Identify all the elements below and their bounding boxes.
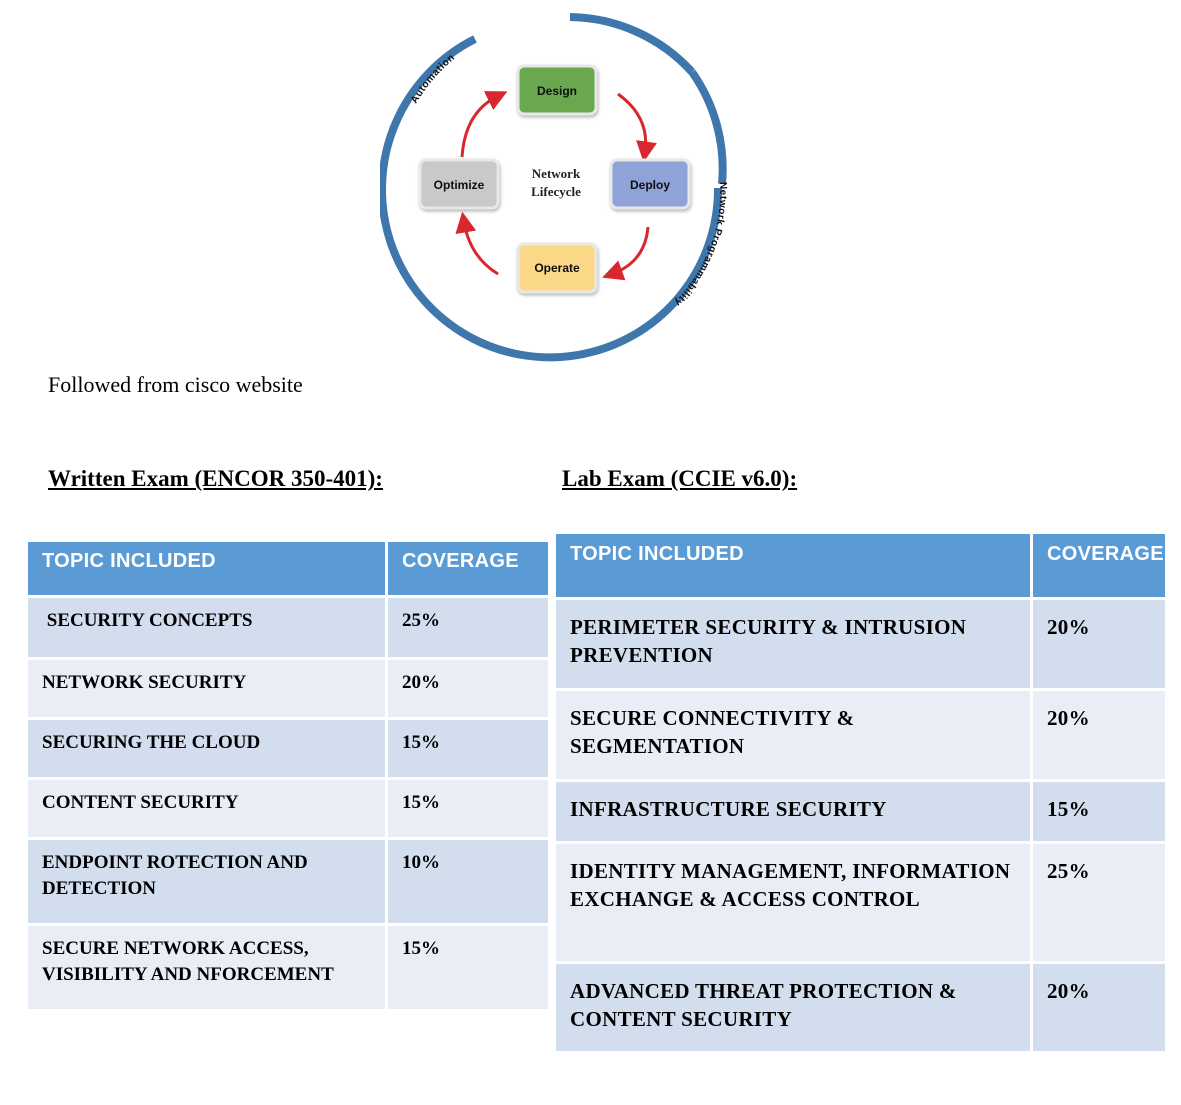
lab-exam-heading: Lab Exam (CCIE v6.0):: [562, 466, 798, 491]
coverage-cell: 15%: [1032, 781, 1167, 843]
coverage-cell: 10%: [387, 839, 550, 925]
table-row: [555, 843, 1167, 963]
topic-column-header: TOPIC INCLUDED: [555, 533, 1032, 599]
coverage-cell: 25%: [1032, 843, 1167, 963]
optimize-stage: [420, 160, 498, 208]
written-exam-heading: Written Exam (ENCOR 350-401):: [48, 466, 383, 491]
topic-cell: ADVANCED THREAT PROTECTION & CONTENT SECURITY: [555, 963, 1032, 1053]
table-header-row: [555, 533, 1167, 599]
coverage-cell: 20%: [1032, 599, 1167, 690]
table-header-row: [27, 541, 550, 597]
topic-column-header: TOPIC INCLUDED: [27, 541, 387, 597]
operate-label: Operate: [534, 261, 580, 275]
coverage-cell: 25%: [387, 597, 550, 659]
topic-cell: INFRASTRUCTURE SECURITY: [555, 781, 1032, 843]
lab-exam-table: [553, 531, 1168, 1054]
arrow-operate-to-optimize: [464, 222, 498, 274]
topic-cell: PERIMETER SECURITY & INTRUSION PREVENTION: [555, 599, 1032, 690]
arrow-design-to-deploy: [618, 94, 646, 152]
deploy-label: Deploy: [629, 178, 671, 192]
lifecycle-ring-right: [692, 72, 723, 184]
coverage-column-header: COVERAGE: [387, 541, 550, 597]
automation-ring-label: Automation: [409, 52, 458, 106]
topic-cell: SECURING THE CLOUD: [27, 719, 387, 779]
coverage-cell: 15%: [387, 925, 550, 1011]
table-row: [27, 925, 550, 1011]
table-row: [555, 690, 1167, 781]
source-caption: Followed from cisco website: [48, 372, 303, 397]
table-row: [555, 781, 1167, 843]
coverage-cell: 20%: [1032, 690, 1167, 781]
coverage-column-header: COVERAGE: [1032, 533, 1167, 599]
table-row: [27, 779, 550, 839]
optimize-label: Optimize: [433, 178, 485, 192]
table-row: [555, 599, 1167, 690]
topic-cell: CONTENT SECURITY: [27, 779, 387, 839]
table-row: [555, 963, 1167, 1053]
center-label-line-1: Network: [531, 166, 581, 181]
topic-cell: IDENTITY MANAGEMENT, INFORMATION EXCHANGE & ACCESS CONTROL: [555, 843, 1032, 963]
operate-stage: [518, 244, 596, 292]
table-row: [27, 719, 550, 779]
arrow-optimize-to-design: [462, 96, 498, 157]
arrow-deploy-to-operate: [612, 227, 648, 274]
center-label-line-2: Lifecycle: [531, 184, 581, 199]
design-label: Design: [536, 84, 578, 98]
table-row: [27, 597, 550, 659]
table-row: [27, 839, 550, 925]
topic-cell: SECURE NETWORK ACCESS, VISIBILITY AND NFORCEMENT: [27, 925, 387, 1011]
topic-cell: SECURE CONNECTIVITY & SEGMENTATION: [555, 690, 1032, 781]
coverage-cell: 15%: [387, 779, 550, 839]
written-exam-table: [25, 539, 551, 1012]
topic-cell: SECURITY CONCEPTS: [27, 597, 387, 659]
coverage-cell: 20%: [1032, 963, 1167, 1053]
coverage-cell: 20%: [387, 659, 550, 719]
table-row: [27, 659, 550, 719]
deploy-stage: [611, 160, 689, 208]
topic-cell: NETWORK SECURITY: [27, 659, 387, 719]
design-stage: [518, 66, 596, 114]
programmability-ring-label: Network Programmability: [671, 181, 729, 309]
coverage-cell: 15%: [387, 719, 550, 779]
topic-cell: ENDPOINT ROTECTION AND DETECTION: [27, 839, 387, 925]
network-lifecycle-diagram: [380, 12, 740, 362]
